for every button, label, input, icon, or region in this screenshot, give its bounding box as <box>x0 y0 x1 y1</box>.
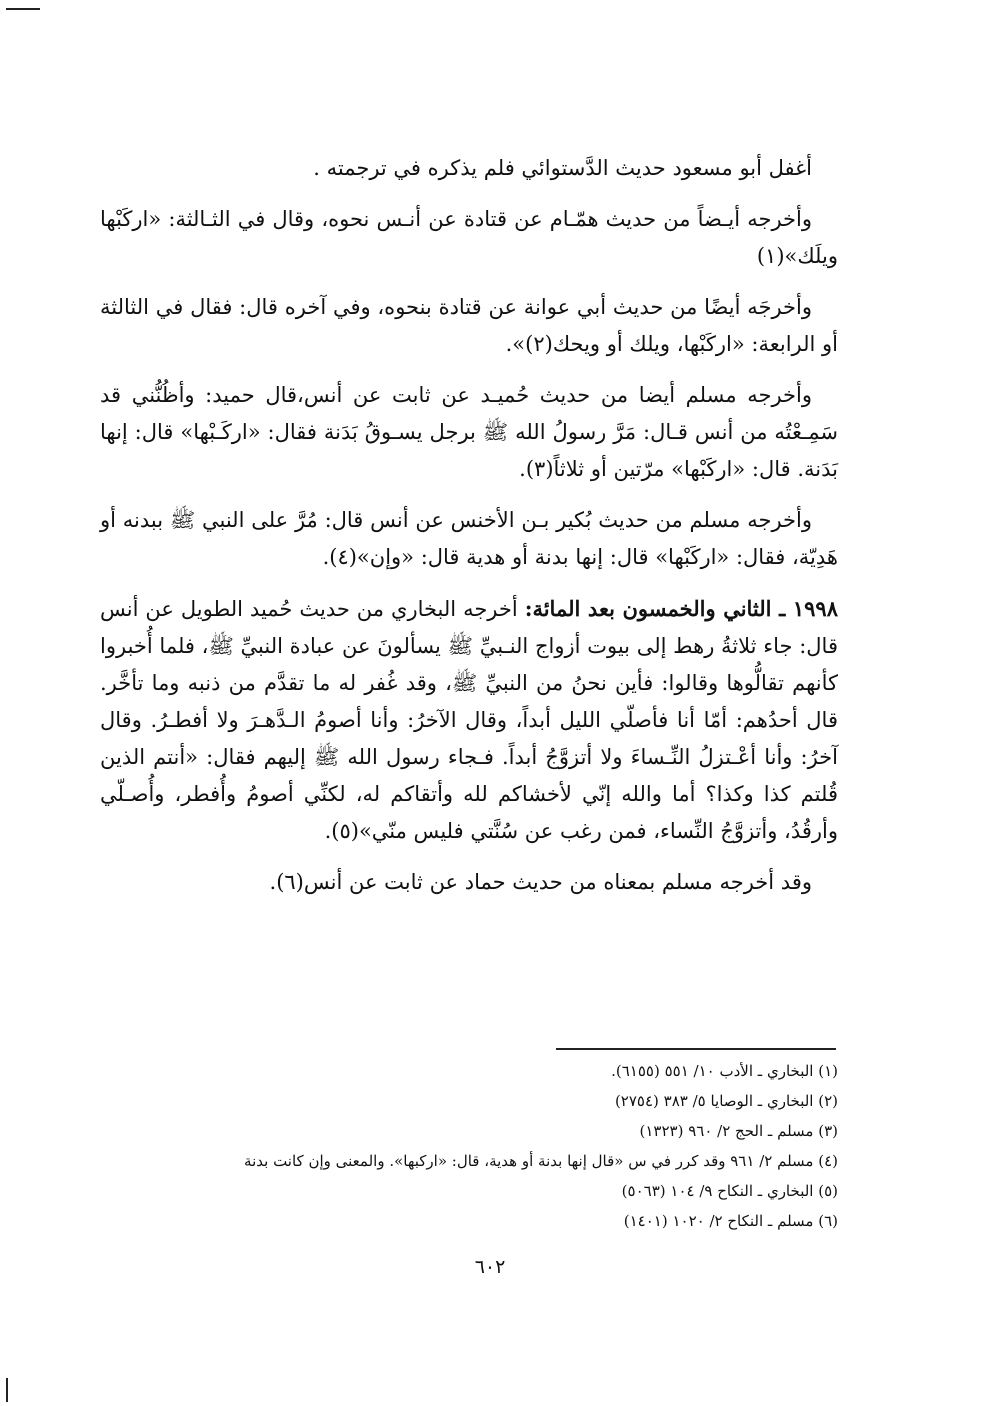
footnote-divider <box>556 1048 836 1050</box>
hadith-text: أخرجه البخاري من حديث حُميد الطويل عن أنس قال: جاء ثلاثةُ رهط إلى بيوت أزواج النـبيِّ ﷺ يسألونَ عن عبادة النبيِّ ﷺ، فلما أُخبروا كأنهم تقالُّوها وقالوا: فأين نحنُ من النبيِّ ﷺ، وقد غُفر له ما تقدَّم من ذنبه وما تأخَّر. قال أحدُهم: أمّا أنا فأصلّي الليل أبداً، وقال الآخرُ: وأنا أصومُ الـدَّهـرَ ولا أفطـرُ. وقال آخرُ: وأنا أعْـتزلُ النِّـساءَ ولا أتزوَّجُ أبداً. فـجاء رسول الله ﷺ إليهم فقال: «أنتم الذين قُلتم كذا وكذا؟ أما والله إنّي لأخشاكم لله وأتقاكم له، لكنِّي أصومُ وأُفطر، وأُصـلّي وأرقُدُ، وأتزوَّجُ النِّساء، فمن رغب عن سُنَّتي فليس منّي»(٥). <box>100 597 838 843</box>
paragraph: أغفل أبو مسعود حديث الدَّستوائي فلم يذكره في ترجمته . <box>313 156 812 180</box>
closing-paragraph: وقد أخرجه مسلم بمعناه من حديث حماد عن ثابت عن أنس(٦). <box>269 870 812 894</box>
footnote: (٣) مسلم ـ الحج ٢/ ٩٦٠ (١٣٢٣) <box>639 1122 838 1140</box>
paragraph: وأخرجَه أيضًا من حديث أبي عوانة عن قتادة بنحوه، وفي آخره قال: فقال في الثالثة أو الرابعة: «اركَبْها، ويلك أو ويحك(٢)». <box>100 295 838 356</box>
hadith-paragraph <box>100 590 838 850</box>
paragraph: وأخرجه مسلم من حديث بُكير بـن الأخنس عن أنس قال: مُرَّ على النبي ﷺ ببدنه أو هَدِيّة، فقال: «اركَبْها» قال: إنها بدنة أو هدية قال: «وإن»(٤). <box>100 508 838 569</box>
footnote: (٤) مسلم ٢/ ٩٦١ وقد كرر في س «قال إنها بدنة أو هدية، قال: «اركبها». والمعنى وإن كانت بدنة <box>244 1152 838 1170</box>
footnote: (٦) مسلم ـ النكاح ٢/ ١٠٢٠ (١٤٠١) <box>623 1212 838 1230</box>
paragraph: وأخرجه أيـضاً من حديث همّـام عن قتادة عن أنـس نحوه، وقال في الثـالثة: «اركَبْها ويلَك»(١) <box>100 207 838 268</box>
paragraph: وأخرجه مسلم أيضا من حديث حُميـد عن ثابت عن أنس،قال حميد: وأظُنُّني قد سَمِـعْتُه من أنس قـال: مَرَّ رسولُ الله ﷺ برجل يسـوقُ بَدَنة فقال: «اركَـبْها» قال: إنها بَدَنة. قال: «اركَبْها» مرّتين أو ثلاثاً(٣). <box>100 383 838 481</box>
footnote: (١) البخاري ـ الأدب ١٠/ ٥٥١ (٦١٥٥). <box>611 1062 838 1080</box>
footnotes <box>190 1056 838 1236</box>
page-number: ٦٠٢ <box>474 1256 506 1278</box>
scan-edge-mark <box>6 8 40 10</box>
footnote: (٥) البخاري ـ النكاح ٩/ ١٠٤ (٥٠٦٣) <box>621 1182 838 1200</box>
hadith-heading: ١٩٩٨ ـ الثاني والخمسون بعد المائة: <box>524 596 838 621</box>
footnote: (٢) البخاري ـ الوصايا ٥/ ٣٨٣ (٢٧٥٤) <box>614 1092 838 1110</box>
main-text <box>100 150 838 901</box>
scan-edge-mark-bottom <box>6 1378 8 1402</box>
